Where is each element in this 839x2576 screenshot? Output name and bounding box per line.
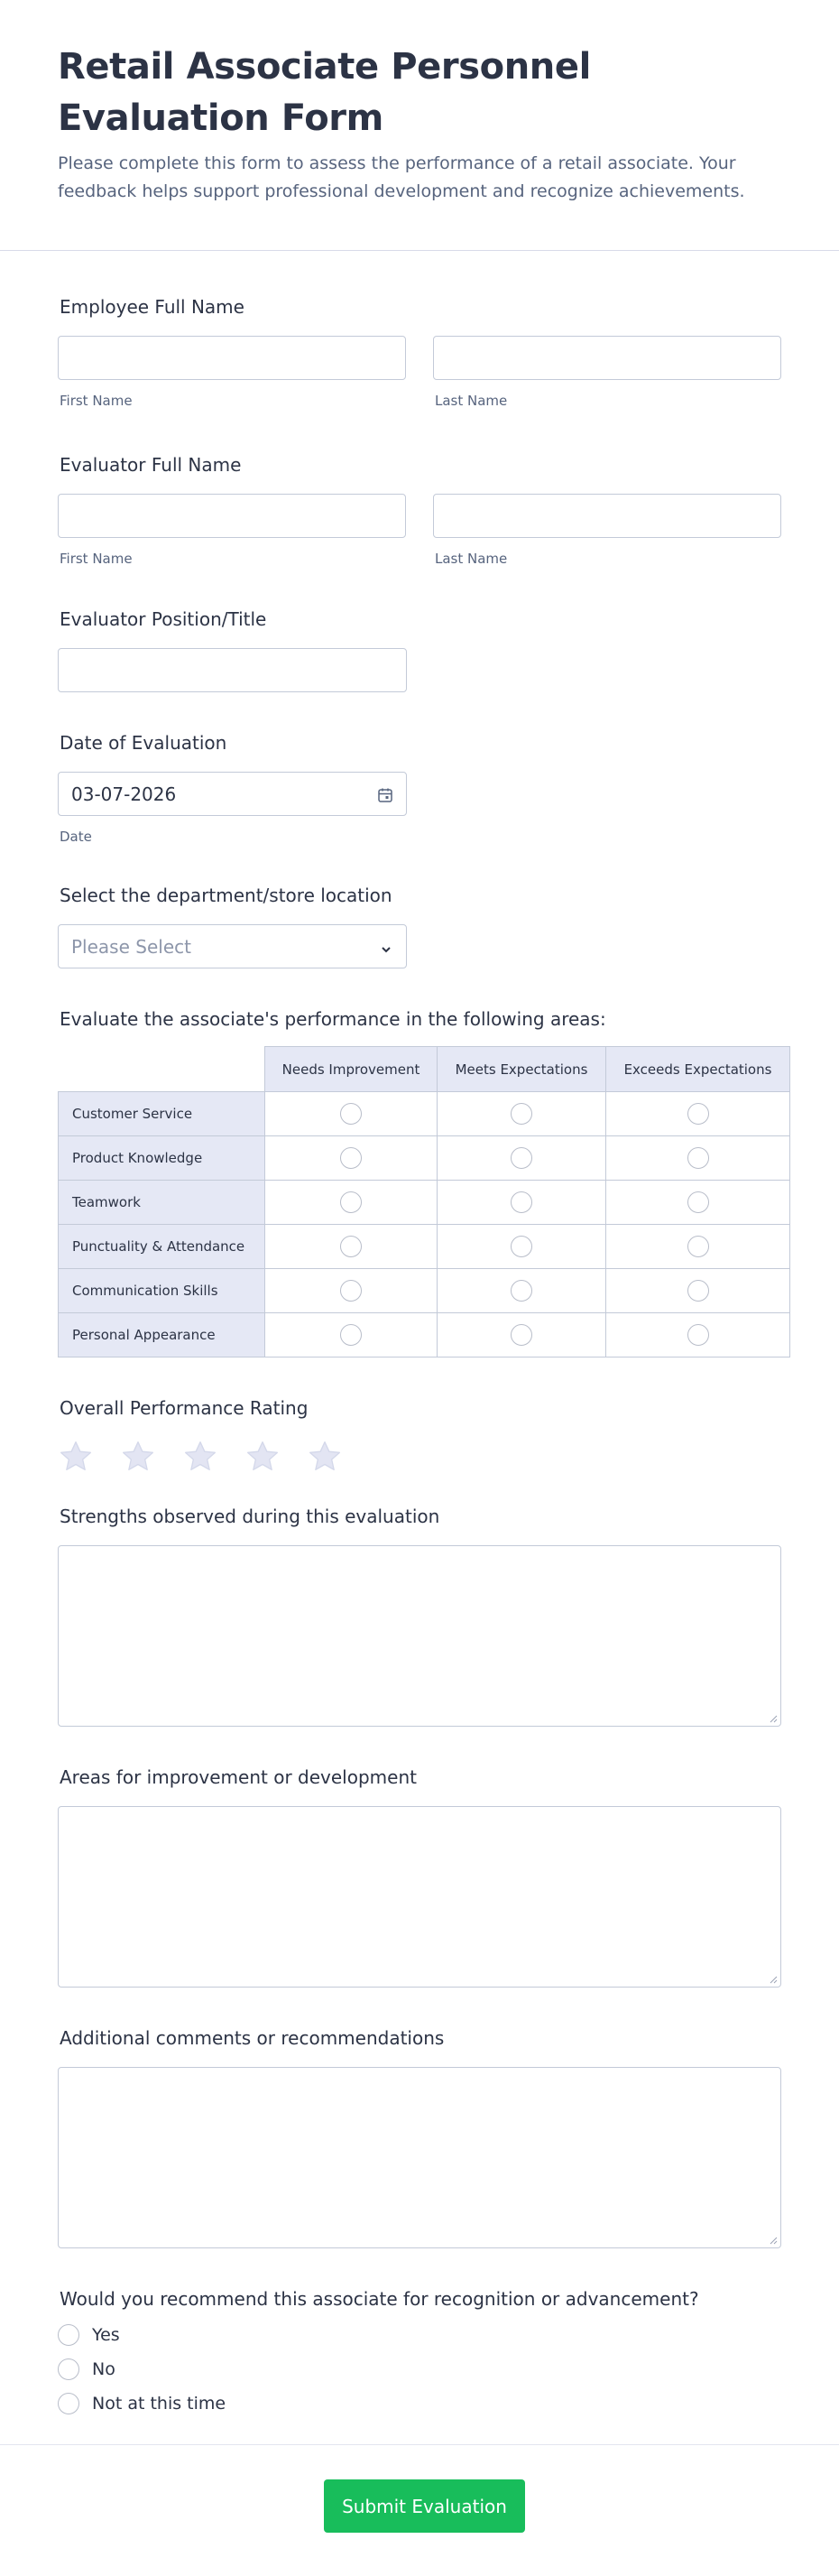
form-title: Retail Associate Personnel Evaluation Form xyxy=(58,46,591,139)
employee-last-name-sublabel: Last Name xyxy=(435,393,508,409)
matrix-row-label: Product Knowledge xyxy=(59,1136,265,1181)
matrix-row xyxy=(59,1181,790,1225)
comments-label: Additional comments or recommendations xyxy=(60,2027,445,2049)
matrix-row-label: Personal Appearance xyxy=(59,1313,265,1357)
matrix-column-header: Needs Improvement xyxy=(265,1047,438,1092)
matrix-radio[interactable] xyxy=(687,1324,709,1346)
matrix-row xyxy=(59,1269,790,1313)
resize-handle-icon[interactable] xyxy=(769,1975,778,1984)
employee-last-name-input[interactable] xyxy=(433,336,781,380)
matrix-row-label: Communication Skills xyxy=(59,1269,265,1313)
recommend-option-not-now[interactable] xyxy=(58,2393,781,2414)
matrix-row xyxy=(59,1136,790,1181)
employee-name-field xyxy=(58,294,781,409)
matrix-radio[interactable] xyxy=(511,1280,532,1302)
evaluator-last-name-input[interactable] xyxy=(433,494,781,538)
evaluation-date-label: Date of Evaluation xyxy=(60,732,227,754)
evaluation-date-field xyxy=(58,730,781,845)
recommend-radio[interactable] xyxy=(58,2393,79,2414)
submit-button[interactable]: Submit Evaluation xyxy=(324,2479,525,2533)
star-icon[interactable] xyxy=(182,1439,218,1475)
chevron-down-icon xyxy=(379,940,393,954)
matrix-radio[interactable] xyxy=(687,1103,709,1125)
overall-rating-field xyxy=(58,1395,781,1475)
performance-matrix-field xyxy=(58,1006,781,1357)
matrix-row xyxy=(59,1313,790,1357)
matrix-radio[interactable] xyxy=(511,1147,532,1169)
matrix-radio[interactable] xyxy=(340,1280,362,1302)
matrix-radio[interactable] xyxy=(340,1147,362,1169)
recommend-option-label: No xyxy=(92,2359,115,2379)
matrix-radio[interactable] xyxy=(340,1236,362,1257)
improvement-textarea[interactable] xyxy=(58,1806,781,1988)
strengths-textarea[interactable] xyxy=(58,1545,781,1727)
matrix-radio[interactable] xyxy=(687,1236,709,1257)
recommend-option-no[interactable] xyxy=(58,2358,781,2380)
matrix-radio[interactable] xyxy=(340,1103,362,1125)
employee-first-name-sublabel: First Name xyxy=(60,393,133,409)
evaluator-first-name-sublabel: First Name xyxy=(60,551,133,567)
matrix-radio[interactable] xyxy=(511,1103,532,1125)
evaluator-last-name-sublabel: Last Name xyxy=(435,551,508,567)
department-select[interactable] xyxy=(58,924,407,968)
employee-first-name-input[interactable] xyxy=(58,336,406,380)
matrix-radio[interactable] xyxy=(340,1324,362,1346)
overall-rating-label: Overall Performance Rating xyxy=(60,1397,309,1419)
recommend-option-label: Not at this time xyxy=(92,2394,226,2414)
recommend-radio[interactable] xyxy=(58,2358,79,2380)
resize-handle-icon[interactable] xyxy=(769,1714,778,1723)
matrix-row xyxy=(59,1225,790,1269)
evaluator-name-label: Evaluator Full Name xyxy=(60,454,242,476)
matrix-row-label: Punctuality & Attendance xyxy=(59,1225,265,1269)
matrix-row-label: Customer Service xyxy=(59,1092,265,1136)
employee-name-label: Employee Full Name xyxy=(60,296,244,318)
star-icon[interactable] xyxy=(244,1439,281,1475)
star-icon[interactable] xyxy=(307,1439,343,1475)
performance-matrix xyxy=(58,1046,790,1357)
matrix-row xyxy=(59,1092,790,1136)
form-content xyxy=(0,294,839,2414)
evaluator-first-name-input[interactable] xyxy=(58,494,406,538)
strengths-field xyxy=(58,1504,781,1727)
recommend-radio[interactable] xyxy=(58,2324,79,2346)
department-field xyxy=(58,883,781,968)
resize-handle-icon[interactable] xyxy=(769,2236,778,2245)
star-icon[interactable] xyxy=(58,1439,94,1475)
recommend-option-label: Yes xyxy=(92,2325,120,2345)
matrix-corner xyxy=(59,1047,265,1092)
matrix-radio[interactable] xyxy=(687,1280,709,1302)
improvement-field xyxy=(58,1765,781,1988)
form-header xyxy=(0,0,839,251)
matrix-radio[interactable] xyxy=(687,1147,709,1169)
department-label: Select the department/store location xyxy=(60,885,392,906)
matrix-radio[interactable] xyxy=(511,1324,532,1346)
form-subtitle: Please complete this form to assess the performance of a retail associate. Your feedback helps support professional development and recognize achievements. xyxy=(58,153,745,201)
improvement-label: Areas for improvement or development xyxy=(60,1766,417,1788)
evaluation-date-value: 03-07-2026 xyxy=(71,783,177,805)
performance-matrix-label: Evaluate the associate's performance in the following areas: xyxy=(60,1008,606,1030)
matrix-column-header: Exceeds Expectations xyxy=(606,1047,790,1092)
evaluator-position-input[interactable] xyxy=(58,648,407,692)
recommend-option-yes[interactable] xyxy=(58,2324,781,2346)
star-rating xyxy=(58,1439,781,1475)
evaluator-name-field xyxy=(58,452,781,567)
recommend-field xyxy=(58,2286,781,2414)
matrix-row-label: Teamwork xyxy=(59,1181,265,1225)
matrix-radio[interactable] xyxy=(340,1191,362,1213)
matrix-column-header: Meets Expectations xyxy=(438,1047,606,1092)
department-placeholder: Please Select xyxy=(71,935,191,958)
evaluation-date-input[interactable] xyxy=(58,772,407,816)
recommend-label: Would you recommend this associate for recognition or advancement? xyxy=(60,2288,699,2310)
evaluator-position-label: Evaluator Position/Title xyxy=(60,608,267,630)
strengths-label: Strengths observed during this evaluation xyxy=(60,1506,440,1527)
form-footer xyxy=(0,2444,839,2576)
comments-textarea[interactable] xyxy=(58,2067,781,2248)
evaluator-position-field xyxy=(58,607,781,692)
matrix-radio[interactable] xyxy=(687,1191,709,1213)
calendar-icon[interactable] xyxy=(377,786,393,802)
matrix-radio[interactable] xyxy=(511,1191,532,1213)
star-icon[interactable] xyxy=(120,1439,156,1475)
evaluation-date-sublabel: Date xyxy=(60,829,92,845)
comments-field xyxy=(58,2025,781,2248)
matrix-radio[interactable] xyxy=(511,1236,532,1257)
